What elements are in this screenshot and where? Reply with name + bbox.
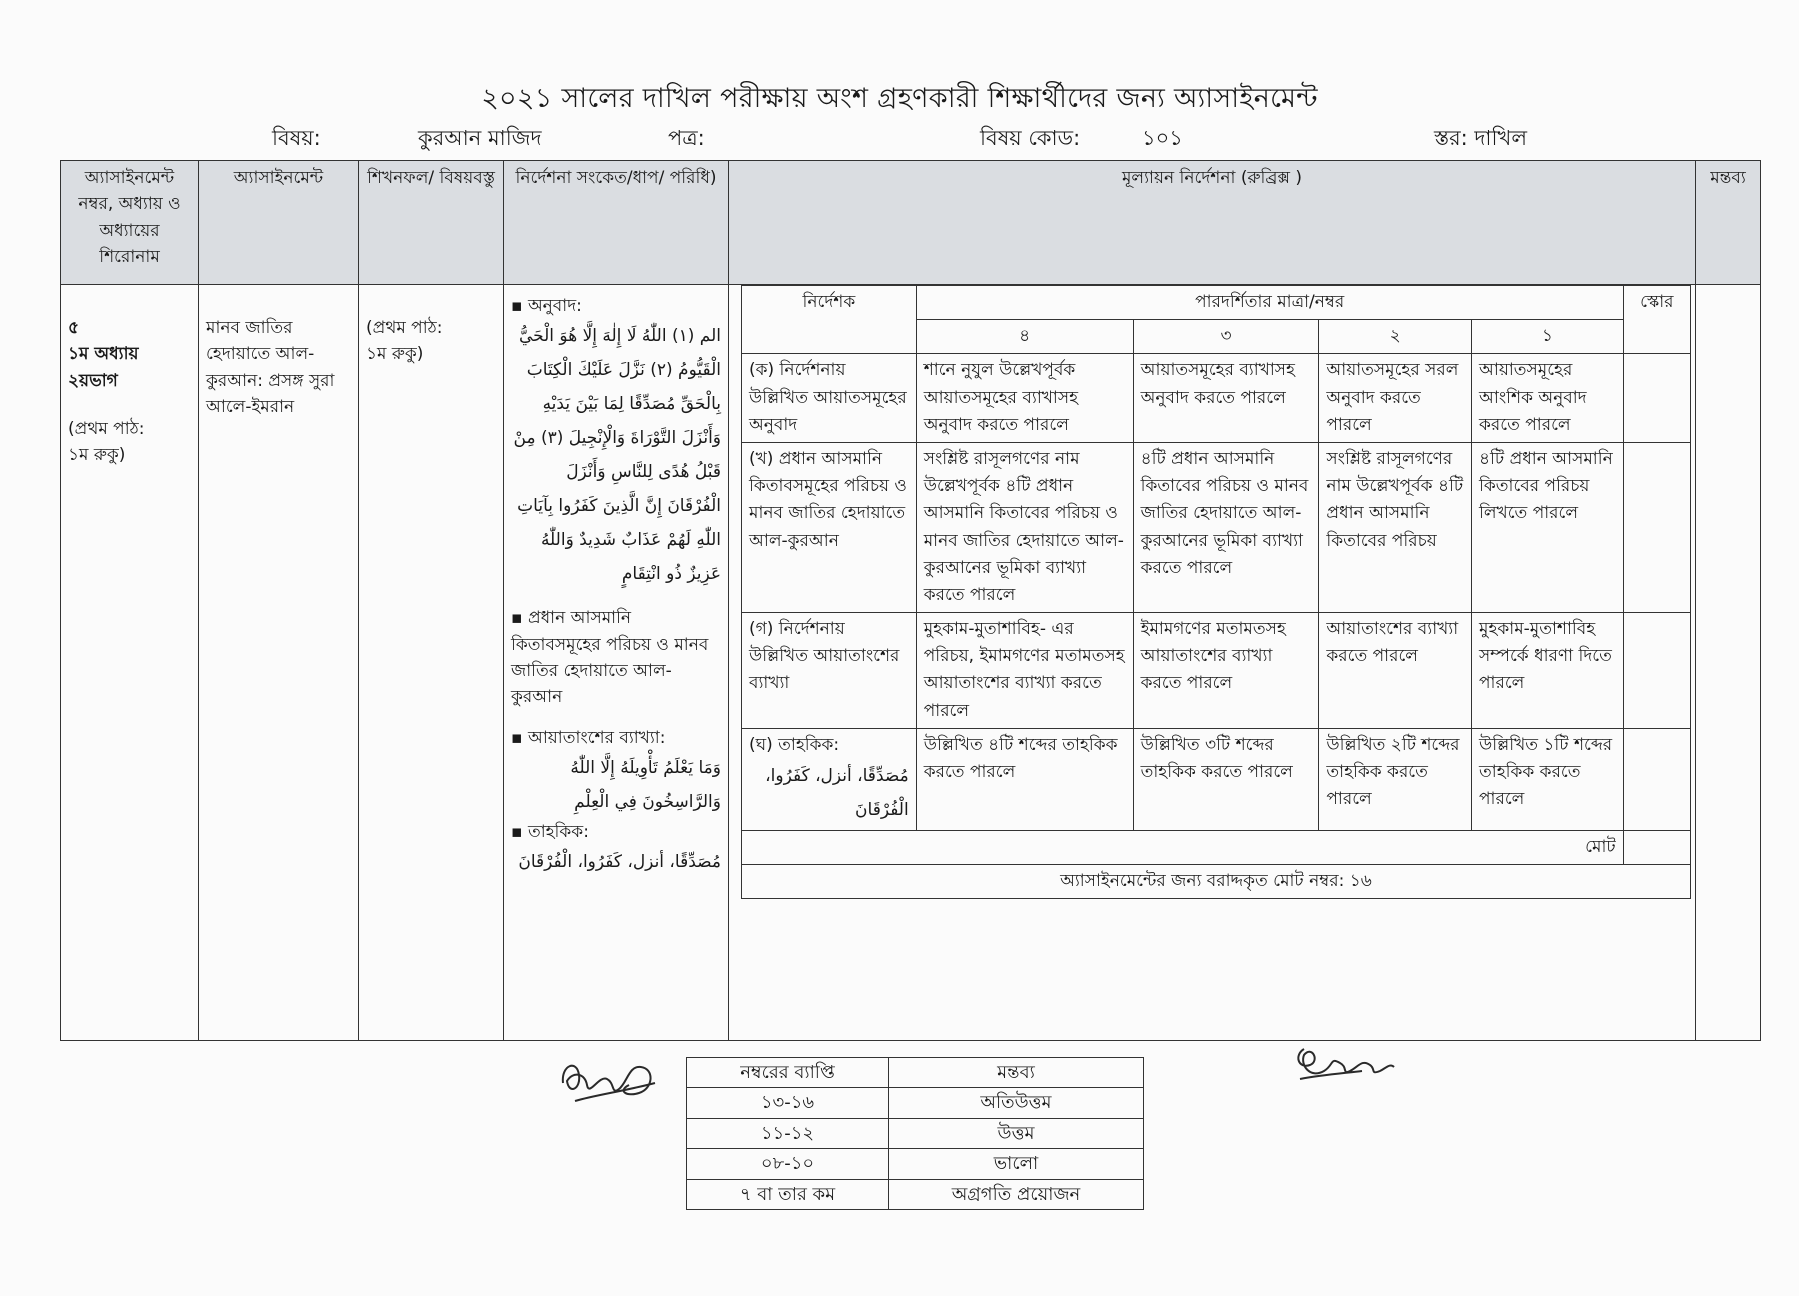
table-row [61, 285, 1761, 1041]
rubric-score-cell [1623, 728, 1690, 830]
tahkik-indicator-arabic: مُصَدِّقًا، أنزل، كَفَرُوا، الْفُرْقَانَ [765, 766, 909, 820]
rubric-cell-level-1: আয়াতসমূহের আংশিক অনুবাদ করতে পারলে [1472, 354, 1624, 443]
table-row [687, 1118, 1144, 1148]
paper-label: পত্র: [668, 126, 705, 150]
rubric-cell-level-2: আয়াতাংশের ব্যাখ্যা করতে পারলে [1319, 613, 1472, 729]
rubric-row [742, 354, 1691, 443]
rubric-cell-level-4: শানে নুযুল উল্লেখপূর্বক আয়াতসমূহের ব্যাখাসহ অনুবাদ করতে পারলে [916, 354, 1133, 443]
rubric-total-label: মোট [742, 831, 1624, 865]
level-label: স্তর: দাখিল [1434, 126, 1527, 150]
learning-line-2: ১ম রুকু) [366, 344, 424, 365]
rubric-cell-level-3: ইমামগণের মতামতসহ আয়াতাংশের ব্যাখ্যা করতে পারলে [1133, 613, 1319, 729]
subject-code-value: ১০১ [1142, 126, 1183, 150]
instruction-tahkik: ▪ তাহকিক: [511, 819, 721, 845]
signature-left [555, 1045, 670, 1110]
rubric-cell-level-1: ৪টি প্রধান আসমানি কিতাবের পরিচয় লিখতে পারলে [1472, 442, 1624, 612]
rubric-score-cell [1623, 613, 1690, 729]
page-title: ২০২১ সালের দাখিল পরীক্ষায় অংশ গ্রহণকারী শিক্ষার্থীদের জন্য অ্যাসাইনমেন্ট [481, 83, 1318, 114]
rubric-row [742, 442, 1691, 612]
rubric-cell-level-4: উল্লিখিত ৪টি শব্দের তাহকিক করতে পারলে [916, 728, 1133, 830]
col-header-learning: শিখনফল/ বিষয়বস্তু [359, 161, 504, 285]
col-header-remarks: মন্তব্য [1696, 161, 1761, 285]
range-value: ৭ বা তার কম [687, 1179, 889, 1209]
rubric-indicator-header: নির্দেশক [742, 286, 917, 354]
rubric-table [741, 285, 1691, 899]
col-header-evaluation: মূল্যায়ন নির্দেশনা (রুব্রিক্স ) [729, 161, 1696, 285]
assignment-number: ৫ [68, 318, 80, 338]
rubric-indicator: (খ) প্রধান আসমানি কিতাবসমূহের পরিচয় ও মানব জাতির হেদায়াতে আল-কুরআন [742, 442, 917, 612]
rubric-cell-level-4: মুহকাম-মুতাশাবিহ- এর পরিচয়, ইমামগণের মতামতসহ আয়াতাংশের ব্যাখ্যা করতে পারলে [916, 613, 1133, 729]
rubric-score-header: স্কোর [1623, 286, 1690, 354]
rubric-total-row [742, 831, 1691, 865]
table-row [687, 1149, 1144, 1179]
table-row [687, 1179, 1144, 1209]
table-header-row [61, 161, 1761, 285]
table-row [687, 1088, 1144, 1118]
subject-value: কুরআন মাজিদ [418, 126, 542, 150]
rubric-cell-level-3: ৪টি প্রধান আসমানি কিতাবের পরিচয় ও মানব জাতির হেদায়াতে আল-কুরআনের ভূমিকা ব্যাখ্যা করতে পারলে [1133, 442, 1319, 612]
assignment-table [60, 160, 1761, 1041]
level-2-header: ২ [1319, 320, 1472, 354]
rubric-cell-level-2: উল্লিখিত ২টি শব্দের তাহকিক করতে পারলে [1319, 728, 1472, 830]
subject-code-label: বিষয় কোড: [980, 126, 1081, 150]
rubric-row [742, 728, 1691, 830]
instruction-scriptures: ▪ প্রধান আসমানি কিতাবসমূহের পরিচয় ও মানব জাতির হেদায়াতে আল-কুরআন [511, 605, 721, 710]
instructions-cell [504, 285, 729, 1041]
rubric-row [742, 613, 1691, 729]
signature-right [1290, 1035, 1405, 1090]
rubric-cell-level-2: আয়াতসমূহের সরল অনুবাদ করতে পারলে [1319, 354, 1472, 443]
subject-label: বিষয়: [272, 126, 321, 150]
rubric-cell-level-2: সংশ্লিষ্ট রাসূলগণের নাম উল্লেখপূর্বক ৪টি প্রধান আসমানি কিতাবের পরিচয় [1319, 442, 1472, 612]
rubric-score-cell [1623, 442, 1690, 612]
lesson-line-1: (প্রথম পাঠ: [68, 419, 145, 440]
range-remark: অগ্রগতি প্রয়োজন [889, 1179, 1144, 1209]
arabic-verse-part: وَمَا يَعْلَمُ تَأْوِيلَهُ إِلَّا اللّٰهُ وَالرَّاسِخُونَ فِي الْعِلْمِ [570, 758, 721, 813]
rubric-level-header: পারদর্শিতার মাত্রা/নম্বর [916, 286, 1623, 320]
rubric-indicator [742, 728, 917, 830]
rubric-marks-row [742, 865, 1691, 899]
rubric-cell [729, 285, 1696, 1041]
remarks-cell [1696, 285, 1761, 1041]
range-value: ০৮-১০ [687, 1149, 889, 1179]
rubric-cell-level-3: উল্লিখিত ৩টি শব্দের তাহকিক করতে পারলে [1133, 728, 1319, 830]
instruction-translation: ▪ অনুবাদ: [511, 293, 721, 319]
lesson-line-2: ১ম রুকু) [68, 445, 126, 466]
level-3-header: ৩ [1133, 320, 1319, 354]
part-label: ২য়ভাগ [68, 370, 118, 391]
col-header-instructions: নির্দেশনা সংকেত/ধাপ/ পরিধি) [504, 161, 729, 285]
rubric-cell-level-1: মুহকাম-মুতাশাবিহ সম্পর্কে ধারণা দিতে পারলে [1472, 613, 1624, 729]
learning-cell [359, 285, 504, 1041]
remark-header: মন্তব্য [889, 1058, 1144, 1088]
arabic-words: مُصَدِّقًا، أنزل، كَفَرُوا، الْفُرْقَانَ [518, 852, 721, 873]
range-remark: উত্তম [889, 1118, 1144, 1148]
rubric-indicator: (গ) নির্দেশনায় উল্লিখিত আয়াতাংশের ব্যাখ্যা [742, 613, 917, 729]
col-header-assignment: অ্যাসাইনমেন্ট [199, 161, 359, 285]
total-marks-note: অ্যাসাইনমেন্টের জন্য বরাদ্দকৃত মোট নম্বর: ১৬ [742, 865, 1691, 899]
instruction-explanation: ▪ আয়াতাংশের ব্যাখ্যা: [511, 725, 721, 751]
chapter-label: ১ম অধ্যায় [68, 344, 139, 365]
assignment-no-cell [61, 285, 199, 1041]
range-header: নম্বরের ব্যাপ্তি [687, 1058, 889, 1088]
marks-range-table [686, 1057, 1144, 1210]
arabic-verses: الم (١) اللّٰهُ لَا إِلٰهَ إِلَّا هُوَ الْحَيُّ الْقَيُّومُ (٢) نَزَّلَ عَلَيْكَ الْكِتَابَ بِالْحَقِّ مُصَدِّقًا لِمَا بَيْنَ يَدَيْهِ وَأَنْزَلَ التَّوْرَاةَ وَالْإِنْجِيلَ (٣) مِنْ قَبْلُ هُدًى لِلنَّاسِ وَأَنْزَلَ الْفُرْقَانَ إِنَّ الَّذِينَ كَفَرُوا بِآيَاتِ اللّٰهِ لَهُمْ عَذَابٌ شَدِيدٌ وَاللّٰهُ عَزِيزٌ ذُو انْتِقَامٍ [513, 326, 721, 585]
rubric-cell-level-3: আয়াতসমূহের ব্যাখাসহ অনুবাদ করতে পারলে [1133, 354, 1319, 443]
rubric-total-score-cell [1623, 831, 1690, 865]
level-4-header: ৪ [916, 320, 1133, 354]
range-value: ১৩-১৬ [687, 1088, 889, 1118]
tahkik-indicator-label: (ঘ) তাহকিক: [749, 734, 840, 755]
col-header-assignment-no: অ্যাসাইনমেন্ট নম্বর, অধ্যায় ও অধ্যায়ের শিরোনাম [61, 161, 199, 285]
rubric-cell-level-1: উল্লিখিত ১টি শব্দের তাহকিক করতে পারলে [1472, 728, 1624, 830]
level-1-header: ১ [1472, 320, 1624, 354]
range-remark: ভালো [889, 1149, 1144, 1179]
rubric-indicator: (ক) নির্দেশনায় উল্লিখিত আয়াতসমূহের অনুবাদ [742, 354, 917, 443]
rubric-score-cell [1623, 354, 1690, 443]
learning-line-1: (প্রথম পাঠ: [366, 318, 443, 338]
range-value: ১১-১২ [687, 1118, 889, 1148]
range-remark: অতিউত্তম [889, 1088, 1144, 1118]
rubric-cell-level-4: সংশ্লিষ্ট রাসূলগণের নাম উল্লেখপূর্বক ৪টি প্রধান আসমানি কিতাবের পরিচয় ও মানব জাতির হেদায়াতে আল-কুরআনের ভূমিকা ব্যাখ্যা করতে পারলে [916, 442, 1133, 612]
assignment-topic-cell: মানব জাতির হেদায়াতে আল-কুরআন: প্রসঙ্গ সুরা আলে-ইমরান [199, 285, 359, 1041]
